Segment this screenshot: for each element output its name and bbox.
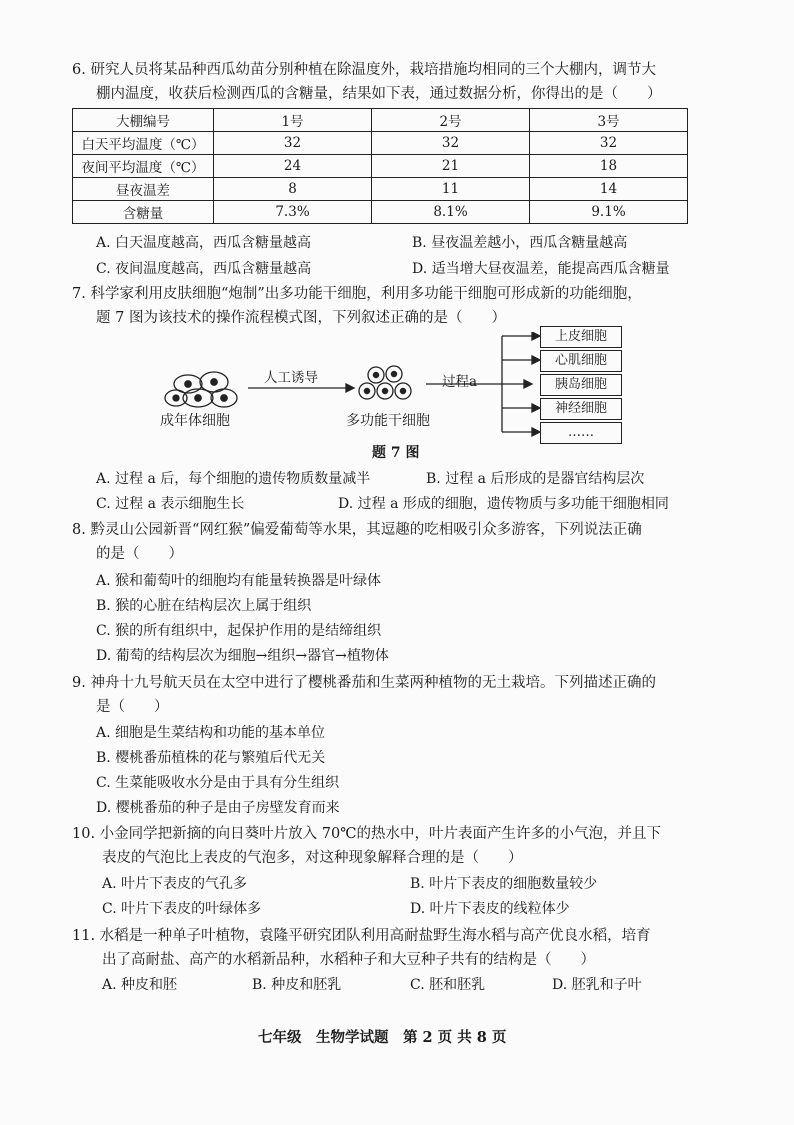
q11-option-c[interactable]: C. 胚和胚乳 xyxy=(410,977,486,993)
table-cell: 32 xyxy=(530,132,688,155)
table-header-cell: 1号 xyxy=(214,109,372,132)
table-cell: 含糖量 xyxy=(73,201,214,224)
table-cell: 11 xyxy=(372,178,530,201)
table-cell: 白天平均温度（℃） xyxy=(73,132,214,155)
stem-cell-label: 多功能干细胞 xyxy=(346,413,430,429)
q9-option-c[interactable]: C. 生菜能吸收水分是由于具有分生组织 xyxy=(96,775,340,791)
adult-cell-cluster xyxy=(165,372,237,407)
q7-option-d[interactable]: D. 过程 a 形成的细胞，遗传物质与多功能干细胞相同 xyxy=(338,496,669,512)
box-neuron-cell: 神经细胞 xyxy=(540,398,622,420)
q10-option-a[interactable]: A. 叶片下表皮的气孔多 xyxy=(102,876,248,892)
arrow1-label: 人工诱导 xyxy=(264,370,318,386)
table-cell: 32 xyxy=(372,132,530,155)
table-cell: 7.3% xyxy=(214,201,372,224)
q8-option-b[interactable]: B. 猴的心脏在结构层次上属于组织 xyxy=(96,598,312,614)
box-cardiac-cell: 心肌细胞 xyxy=(540,350,622,372)
q10-option-d[interactable]: D. 叶片下表皮的线粒体少 xyxy=(410,901,570,917)
q10-stem-line2: 表皮的气泡比上表皮的气泡多，对这种现象解释合理的是（ ） xyxy=(102,850,523,866)
q6-data-table xyxy=(72,108,688,224)
table-cell: 夜间平均温度（℃） xyxy=(73,155,214,178)
table-row xyxy=(73,132,688,155)
q9-option-d[interactable]: D. 樱桃番茄的种子是由子房壁发育而来 xyxy=(96,800,340,816)
table-cell: 8.1% xyxy=(372,201,530,224)
table-header-cell: 2号 xyxy=(372,109,530,132)
q8-option-d[interactable]: D. 葡萄的结构层次为细胞→组织→器官→植物体 xyxy=(96,648,389,664)
table-header-cell: 3号 xyxy=(530,109,688,132)
box-ellipsis: …… xyxy=(540,422,622,444)
q10-stem-line1: 10. 小金同学把新摘的向日葵叶片放入 70℃的热水中，叶片表面产生许多的小气泡，并且下 xyxy=(72,826,661,842)
q8-option-c[interactable]: C. 猴的所有组织中，起保护作用的是结缔组织 xyxy=(96,623,382,639)
q6-stem-line2: 棚内温度，收获后检测西瓜的含糖量，结果如下表，通过数据分析，你得出的是（ ） xyxy=(96,86,662,102)
q8-stem-line1: 8. 黔灵山公园新晋“网红猴”偏爱葡萄等水果，其逗趣的吃相吸引众多游客，下列说法正确 xyxy=(72,522,642,538)
page-footer: 七年级 生物学试题 第 2 页 共 8 页 xyxy=(258,1029,507,1046)
table-header-cell: 大棚编号 xyxy=(73,109,214,132)
table-header-row xyxy=(73,109,688,132)
q11-stem-line2: 出了高耐盐、高产的水稻新品种，水稻种子和大豆种子共有的结构是（ ） xyxy=(102,952,595,968)
q7-option-c[interactable]: C. 过程 a 表示细胞生长 xyxy=(96,496,245,512)
q8-stem-line2: 的是（ ） xyxy=(96,546,183,562)
q7-option-a[interactable]: A. 过程 a 后，每个细胞的遗传物质数量减半 xyxy=(96,471,371,487)
table-row xyxy=(73,178,688,201)
q6-option-a[interactable]: A. 白天温度越高，西瓜含糖量越高 xyxy=(96,235,312,251)
box-epithelial-cell: 上皮细胞 xyxy=(540,326,622,348)
q6-option-b[interactable]: B. 昼夜温差越小，西瓜含糖量越高 xyxy=(412,235,628,251)
table-row xyxy=(73,155,688,178)
table-cell: 昼夜温差 xyxy=(73,178,214,201)
q9-stem-line2: 是（ ） xyxy=(96,699,169,715)
box-islet-cell: 胰岛细胞 xyxy=(540,374,622,396)
table-cell: 14 xyxy=(530,178,688,201)
adult-cell-label: 成年体细胞 xyxy=(160,413,230,429)
q6-stem-line1: 6. 研究人员将某品种西瓜幼苗分别种植在除温度外，栽培措施均相同的三个大棚内，调节大 xyxy=(72,62,656,78)
q10-option-c[interactable]: C. 叶片下表皮的叶绿体多 xyxy=(102,901,262,917)
q10-option-b[interactable]: B. 叶片下表皮的细胞数量较少 xyxy=(410,876,598,892)
figure7-caption: 题 7 图 xyxy=(372,445,420,461)
q8-option-a[interactable]: A. 猴和葡萄叶的细胞均有能量转换器是叶绿体 xyxy=(96,573,382,589)
q7-stem-line1: 7. 科学家利用皮肤细胞“炮制”出多功能干细胞，利用多功能干细胞可形成新的功能细胞， xyxy=(72,286,642,302)
q9-stem-line1: 9. 神舟十九号航天员在太空中进行了樱桃番茄和生菜两种植物的无土栽培。下列描述正确的 xyxy=(72,675,656,691)
table-cell: 24 xyxy=(214,155,372,178)
q9-option-b[interactable]: B. 樱桃番茄植株的花与繁殖后代无关 xyxy=(96,750,326,766)
q7-option-b[interactable]: B. 过程 a 后形成的是器官结构层次 xyxy=(426,471,645,487)
stem-cell-cluster xyxy=(359,366,411,399)
table-cell: 32 xyxy=(214,132,372,155)
q11-stem-line1: 11. 水稻是一种单子叶植物，袁隆平研究团队利用高耐盐野生海水稻与高产优良水稻，培育 xyxy=(72,928,651,944)
q6-option-c[interactable]: C. 夜间温度越高，西瓜含糖量越高 xyxy=(96,261,312,277)
q7-stem-line2: 题 7 图为该技术的操作流程模式图，下列叙述正确的是（ ） xyxy=(96,310,506,326)
table-row xyxy=(73,201,688,224)
arrow2-label: 过程a xyxy=(442,374,478,390)
q9-option-a[interactable]: A. 细胞是生菜结构和功能的基本单位 xyxy=(96,725,326,741)
table-cell: 9.1% xyxy=(530,201,688,224)
table-cell: 18 xyxy=(530,155,688,178)
q11-option-d[interactable]: D. 胚乳和子叶 xyxy=(552,977,642,993)
q11-option-b[interactable]: B. 种皮和胚乳 xyxy=(252,977,342,993)
q6-option-d[interactable]: D. 适当增大昼夜温差，能提高西瓜含糖量 xyxy=(412,261,670,277)
table-cell: 8 xyxy=(214,178,372,201)
table-cell: 21 xyxy=(372,155,530,178)
q11-option-a[interactable]: A. 种皮和胚 xyxy=(102,977,178,993)
